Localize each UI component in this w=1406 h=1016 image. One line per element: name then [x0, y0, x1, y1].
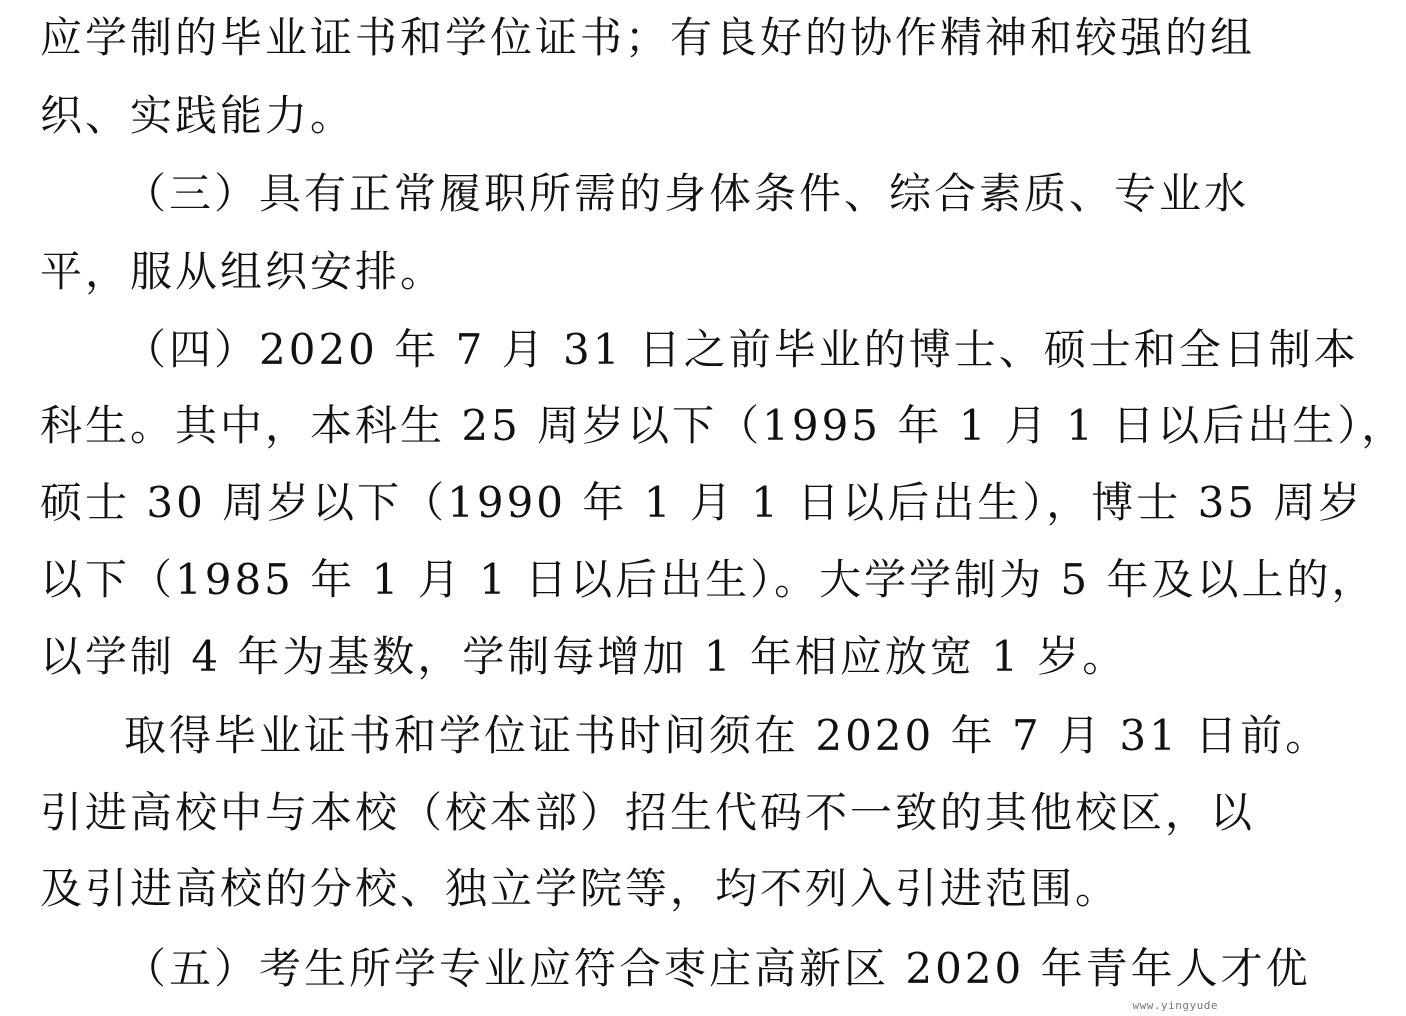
text-line: 及引进高校的分校、独立学院等，均不列入引进范围。: [40, 864, 1121, 913]
text-line: 平，服从组织安排。: [40, 247, 446, 296]
watermark: www.yingyude: [1132, 999, 1218, 1012]
text-line: 硕士 30 周岁以下（1990 年 1 月 1 日以后出生），博士 35 周岁: [40, 478, 1364, 527]
text-line: 引进高校中与本校（校本部）招生代码不一致的其他校区，以: [40, 788, 1256, 837]
text-line: 以学制 4 年为基数，学制每增加 1 年相应放宽 1 岁。: [40, 632, 1128, 681]
text-line: 织、实践能力。: [40, 91, 356, 140]
text-line: 应学制的毕业证书和学位证书；有良好的协作精神和较强的组: [40, 13, 1256, 62]
text-line: （三）具有正常履职所需的身体条件、综合素质、专业水: [124, 169, 1250, 218]
text-line: 取得毕业证书和学位证书时间须在 2020 年 7 月 31 日前。: [124, 711, 1331, 760]
text-line: 科生。其中，本科生 25 周岁以下（1995 年 1 月 1 日以后出生），: [40, 401, 1406, 450]
text-line: （五）考生所学专业应符合枣庄高新区 2020 年青年人才优: [124, 944, 1311, 993]
text-line: 以下（1985 年 1 月 1 日以后出生）。大学学制为 5 年及以上的，: [40, 555, 1377, 604]
text-line: （四）2020 年 7 月 31 日之前毕业的博士、硕士和全日制本: [124, 325, 1359, 374]
